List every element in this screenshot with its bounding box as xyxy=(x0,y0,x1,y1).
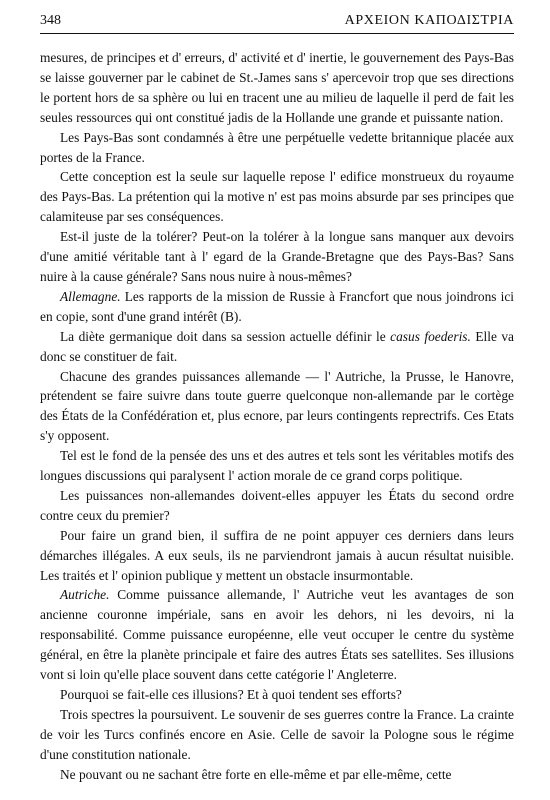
paragraph: Les puissances non-allemandes doivent-elles appuyer les États du second ordre contre ceux du premier? xyxy=(40,487,514,523)
running-header xyxy=(40,12,514,34)
paragraph: Chacune des grandes puissances allemande — l' Autriche, la Prusse, le Hanovre, prétendent se faire suivre dans toute guerre quelconque non-allemande par le cortège des États de la Confédération et, plus ecnore, par leurs contingents reprectrifs. Ces Etats s'y opposent. xyxy=(40,368,514,444)
paragraph: Autriche. Comme puissance allemande, l' Autriche veut les avantages de son ancienne couronne impériale, sans en avoir les dehors, ni les devoirs, ni la responsabilité. Comme puissance européenne, elle veut occuper le centre du système général, en être la planète principale et faire des autres États ses satellites. Ses illusions vont si loin qu'elle place souvent dans cette catégorie l' Angleterre. xyxy=(40,587,514,683)
paragraph: Tel est le fond de la pensée des uns et des autres et tels sont les véritables motifs des longues discussions qui paralysent l' action morale de ce grand corps politique. xyxy=(40,448,514,484)
paragraph: Allemagne. Les rapports de la mission de Russie à Francfort que nous joindrons ici en copie, sont d'une grand intérêt (B). xyxy=(40,288,514,324)
paragraph: Pourquoi se fait-elle ces illusions? Et à quoi tendent ses efforts? xyxy=(60,687,402,702)
section-lead: Autriche. xyxy=(60,587,110,603)
paragraph: Ne pouvant ou ne sachant être forte en elle-même et par elle-même, cette xyxy=(60,766,452,782)
document-page xyxy=(40,12,514,785)
paragraph: Pour faire un grand bien, il suffira de ne point appuyer ces derniers dans leurs démarches illégales. A eux seuls, ils ne parviendront jamais à aucun résultat nuisible. Les traités et l' opinion publique y mettent un obstacle insurmontable. xyxy=(40,527,514,583)
paragraph: Est-il juste de la tolérer? Peut-on la tolérer à la longue sans manquer aux devoirs d'une amitié véritable tant à l' egard de la Grande-Bretagne que des Pays-Bas? Sans nuire à la cause générale? Sans nous nuire à nous-mêmes? xyxy=(40,229,514,284)
body-text xyxy=(40,48,514,785)
paragraph: La diète germanique doit dans sa session actuelle définir le casus foederis. Elle va donc se constituer de fait. xyxy=(40,328,514,364)
paragraph: Trois spectres la poursuivent. Le souvenir de ses guerres contre la France. La crainte de voir les Turcs confinés encore en Asie. Celle de savoir la Pologne sous le régime d'une constitution nationale. xyxy=(40,706,514,762)
page-number: 348 xyxy=(40,13,61,28)
latin-term: casus foederis. xyxy=(390,328,471,344)
paragraph: Les Pays-Bas sont condamnés à être une perpétuelle vedette britannique placée aux portes de la France. xyxy=(40,129,514,165)
section-lead: Allemagne. xyxy=(60,288,121,304)
paragraph: mesures, de principes et d' erreurs, d' activité et d' inertie, le gouvernement des Pays-Bas se laisse gouverner par le cabinet de St.-James sans s' apercevoir trop que ses directions le portent hors de sa sphère ou lui en tracent une au milieu de laquelle il perd de fait les seules ressources qui ont constitué jadis de la Hollande une grande et puissante nation. xyxy=(40,50,514,125)
running-title: ΑΡΧΕΙΟΝ ΚΑΠΟΔΙΣΤΡΙΑ xyxy=(344,13,514,28)
paragraph: Cette conception est la seule sur laquelle repose l' edifice monstrueux du royaume des Pays-Bas. La prétention qui la motive n' est pas moins absurde par ses principes que calamiteuse par ses conséquences. xyxy=(40,169,514,225)
